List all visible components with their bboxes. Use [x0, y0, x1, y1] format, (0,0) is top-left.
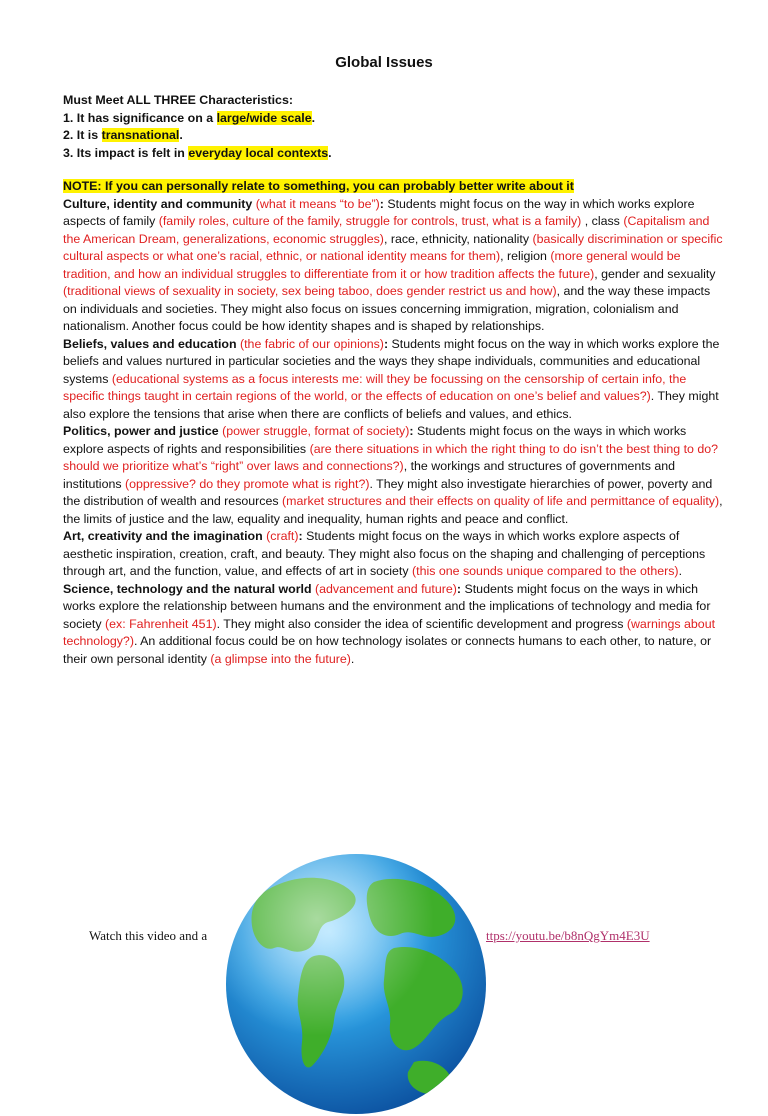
culture-text-3: , race, ethnicity, nationality — [383, 231, 533, 246]
politics-note-1: (power struggle, format of society) — [222, 424, 410, 438]
culture-colon: : — [379, 196, 384, 211]
culture-note-4: (basically discrimination or specific cultural aspects or what one’s racial, ethnic, or national identity means for them) — [63, 231, 723, 263]
criteria-item-3-pre: 3. Its impact is felt in — [63, 145, 189, 160]
section-art — [63, 528, 723, 581]
science-text-3: . An additional focus could be on how technology isolates or connects humans to each other, to nature, or their own personal identity — [63, 634, 712, 666]
science-colon: : — [456, 581, 462, 596]
beliefs-note-1: (the fabric of our opinions) — [239, 336, 384, 351]
section-science-heading: Science, technology and the natural world — [63, 581, 312, 596]
section-science — [63, 581, 723, 669]
politics-note-2: (are there situations in which the right thing to do isn’t the best thing to do? should we prioritize what’s “right” over laws and connections?) — [63, 441, 719, 473]
politics-note-4: (market structures and their effects on quality of life and permittance of equality) — [282, 494, 720, 508]
culture-text-1: Students might focus on the way in which works explore aspects of family — [63, 196, 695, 228]
criteria-item-1 — [63, 110, 723, 128]
criteria-item-2 — [63, 127, 723, 145]
culture-note-6: (traditional views of sexuality in society, sex being taboo, does gender restrict us and how) — [63, 284, 557, 298]
section-art-heading: Art, creativity and the imagination — [63, 529, 263, 543]
culture-note-3: (Capitalism and the American Dream, generalizations, economic struggles) — [63, 214, 710, 246]
criteria-item-3 — [63, 145, 723, 163]
page-title: Global Issues — [335, 54, 433, 71]
science-note-3: (warnings about technology?) — [63, 616, 716, 648]
section-beliefs — [63, 336, 723, 424]
art-note-2: (this one sounds unique compared to the others) — [412, 564, 679, 578]
footer-text: Watch this video and a — [89, 928, 208, 943]
art-text-2: . — [678, 564, 683, 578]
culture-note-1: (what it means “to be”) — [255, 196, 380, 211]
criteria-block — [63, 92, 723, 162]
culture-note-2: (family roles, culture of the family, struggle for controls, trust, what is a family) — [158, 214, 582, 228]
beliefs-colon: : — [383, 336, 389, 351]
culture-note-5: (more general would be tradition, and how an individual struggles to differentiate from it or how tradition affects the future) — [63, 249, 681, 281]
culture-text-5: , gender and sexuality — [594, 266, 716, 281]
beliefs-note-2: (educational systems as a focus interests me: will they be focussing on the censorship of certain info, the specific things taught in certain regions of the world, or the effects of education on one’s belief and values?) — [63, 371, 687, 403]
section-beliefs-heading: Beliefs, values and education — [63, 336, 237, 351]
culture-text-2: , class — [581, 214, 624, 228]
criteria-heading: Must Meet ALL THREE Characteristics: — [63, 93, 293, 107]
criteria-item-2-post: . — [179, 128, 183, 142]
culture-text-6: , and the way these impacts on individuals and societies. They might also focus on issues concerning immigration, migration, colonialism and nationalism. Another focus could be how identity shapes and is shaped by relationships. — [63, 284, 711, 333]
politics-text-1: Students might focus on the ways in which works explore aspects of rights and responsibilities — [63, 424, 687, 456]
science-text-4: . — [350, 651, 355, 666]
criteria-item-3-post: . — [328, 145, 332, 160]
section-culture-heading: Culture, identity and community — [63, 196, 253, 211]
politics-colon: : — [409, 424, 414, 438]
politics-text-4: , the limits of justice and the law, equality and inequality, human rights and peace and conflict. — [63, 494, 723, 526]
politics-text-2: , the workings and structures of governments and institutions — [63, 459, 676, 491]
section-politics-heading: Politics, power and justice — [63, 424, 219, 438]
criteria-item-1-pre: 1. It has significance on a — [63, 110, 217, 125]
politics-note-3: (oppressive? do they promote what is right?) — [124, 476, 370, 491]
video-link[interactable]: ttps://youtu.be/b8nQgYm4E3U — [486, 928, 650, 943]
science-note-1: (advancement and future) — [315, 581, 457, 596]
criteria-item-2-highlight: transnational — [101, 128, 180, 142]
art-note-1: (craft) — [266, 529, 299, 543]
globe-image — [224, 852, 488, 1116]
criteria-item-3-highlight: everyday local contexts — [188, 145, 329, 160]
politics-text-3: . They might also investigate hierarchies of power, poverty and the distribution of wealth and resources — [63, 476, 713, 508]
science-note-2: (ex: Fahrenheit 451) — [105, 616, 217, 631]
criteria-item-1-post: . — [311, 110, 316, 125]
note-line — [63, 178, 723, 196]
science-note-4: (a glimpse into the future) — [210, 651, 351, 666]
science-text-1: Students might focus on the ways in which works explore the relationship between humans and the environment and the implications of technology and media for society — [63, 581, 711, 631]
culture-text-4: , religion — [500, 249, 551, 263]
art-colon: : — [298, 529, 303, 543]
beliefs-text-2: . They might also explore the tensions that arise when there are conflicts of beliefs and values, and ethics. — [63, 389, 719, 421]
art-text-1: Students might focus on the ways in which works explore aspects of aesthetic inspiration, creation, craft, and beauty. They might also focus on the shaping and challenging of perceptions through art, and the function, value, and effects of art in society — [63, 529, 706, 578]
note-highlight: NOTE: If you can personally relate to something, you can probably better write about it — [63, 179, 574, 193]
criteria-item-2-pre: 2. It is — [63, 128, 102, 142]
beliefs-text-1: Students might focus on the way in which works explore the beliefs and values nurtured in particular societies and the ways they shape individuals, communities and educational systems — [63, 336, 720, 386]
science-text-2: . They might also consider the idea of scientific development and progress — [216, 616, 627, 631]
section-politics — [63, 423, 723, 528]
section-culture — [63, 196, 723, 336]
criteria-item-1-highlight: large/wide scale — [216, 110, 312, 125]
document-body — [63, 92, 723, 668]
